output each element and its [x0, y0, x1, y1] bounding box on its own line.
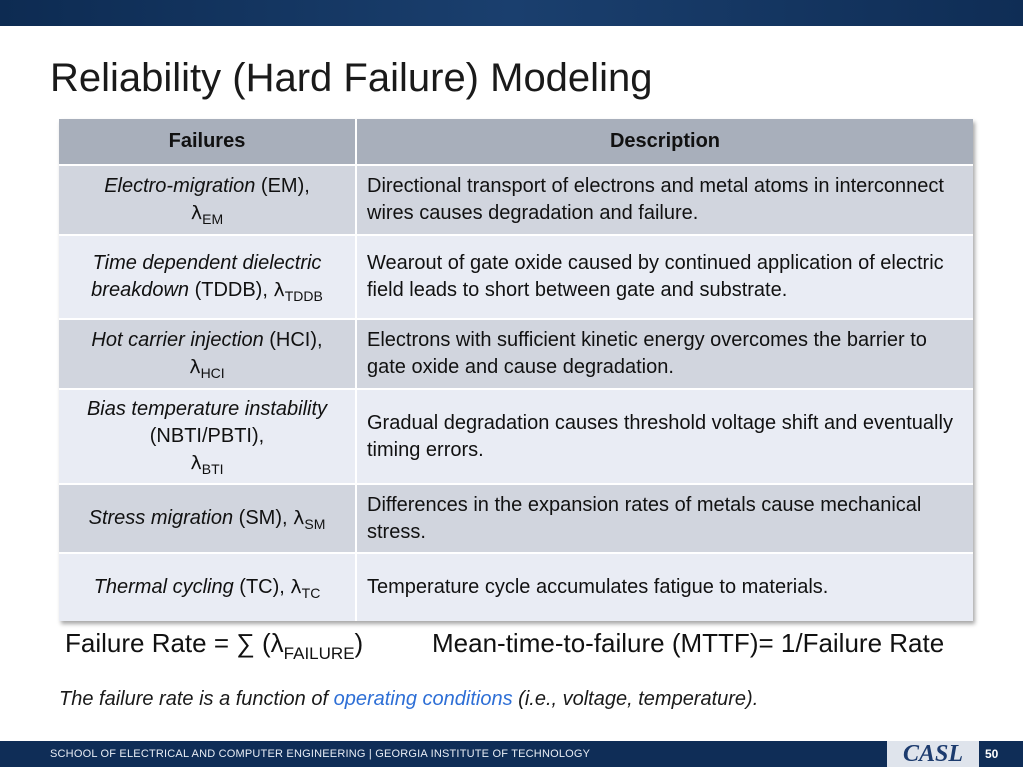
failure-cell	[59, 319, 356, 389]
page-number: 50	[985, 747, 999, 761]
mttf-formula: Mean-time-to-failure (MTTF)= 1/Failure Rate	[432, 628, 945, 658]
failure-cell	[59, 165, 356, 235]
failure-rate-suffix: )	[354, 628, 364, 658]
lambda-subscript: TC	[301, 585, 321, 601]
description-cell: Temperature cycle accumulates fatigue to materials.	[356, 553, 973, 621]
failure-rate-formula	[65, 628, 364, 663]
failure-cell	[59, 235, 356, 319]
column-header-description: Description	[356, 119, 973, 165]
table-row	[59, 319, 973, 389]
lambda-symbol: λ	[189, 356, 201, 378]
failure-name: Hot carrier injection	[91, 329, 264, 351]
casl-logo: CASL	[887, 741, 979, 767]
table-row	[59, 484, 973, 553]
failure-abbr: (NBTI/PBTI),	[149, 425, 265, 447]
top-banner	[0, 0, 1023, 26]
description-cell: Gradual degradation causes threshold voltage shift and eventually timing errors.	[356, 389, 973, 484]
footnote	[59, 688, 758, 711]
failure-name: Stress migration	[88, 507, 234, 529]
failure-name: Electro-migration	[104, 175, 256, 197]
table-row	[59, 235, 973, 319]
failure-abbr: (SM),	[233, 507, 294, 529]
description-cell: Electrons with sufficient kinetic energy overcomes the barrier to gate oxide and cause degradation.	[356, 319, 973, 389]
failure-name: Bias temperature instability	[86, 398, 328, 420]
column-header-failures: Failures	[59, 119, 356, 165]
lambda-subscript: EM	[202, 211, 224, 227]
lambda-symbol: λ	[290, 576, 302, 598]
failure-abbr: (TDDB),	[189, 279, 274, 301]
lambda-symbol: λ	[190, 202, 203, 224]
failure-cell	[59, 484, 356, 553]
description-cell: Wearout of gate oxide caused by continued application of electric field leads to short between gate and substrate.	[356, 235, 973, 319]
failure-rate-subscript: FAILURE	[283, 644, 355, 663]
table-row	[59, 389, 973, 484]
lambda-subscript: SM	[304, 516, 326, 532]
failure-abbr: (HCI),	[263, 329, 323, 351]
failure-cell	[59, 553, 356, 621]
footer-bar	[0, 741, 1023, 767]
table-header-row	[59, 119, 973, 165]
failure-name: Time dependent dielectric breakdown	[91, 252, 322, 301]
failure-cell	[59, 389, 356, 484]
footnote-suffix: (i.e., voltage, temperature).	[512, 688, 759, 710]
lambda-symbol: λ	[190, 452, 202, 474]
table-row	[59, 165, 973, 235]
lambda-subscript: TDDB	[284, 288, 323, 304]
footer-institution: SCHOOL OF ELECTRICAL AND COMPUTER ENGINEERING | GEORGIA INSTITUTE OF TECHNOLOGY	[50, 748, 591, 760]
slide-title: Reliability (Hard Failure) Modeling	[50, 56, 653, 100]
lambda-subscript: HCI	[200, 365, 225, 381]
lambda-symbol: λ	[293, 507, 305, 529]
lambda-subscript: BTI	[201, 461, 224, 477]
failure-name: Thermal cycling	[93, 576, 234, 598]
failure-rate-prefix: Failure Rate = ∑ (λ	[65, 628, 284, 658]
lambda-symbol: λ	[273, 279, 285, 301]
table-row	[59, 553, 973, 621]
failure-mechanisms-table	[59, 119, 973, 621]
failure-abbr: (TC),	[233, 576, 291, 598]
failure-abbr: (EM),	[255, 175, 310, 197]
description-cell: Directional transport of electrons and metal atoms in interconnect wires causes degradation and failure.	[356, 165, 973, 235]
footnote-prefix: The failure rate is a function of	[59, 688, 334, 710]
footnote-highlight: operating conditions	[333, 688, 513, 710]
description-cell: Differences in the expansion rates of metals cause mechanical stress.	[356, 484, 973, 553]
